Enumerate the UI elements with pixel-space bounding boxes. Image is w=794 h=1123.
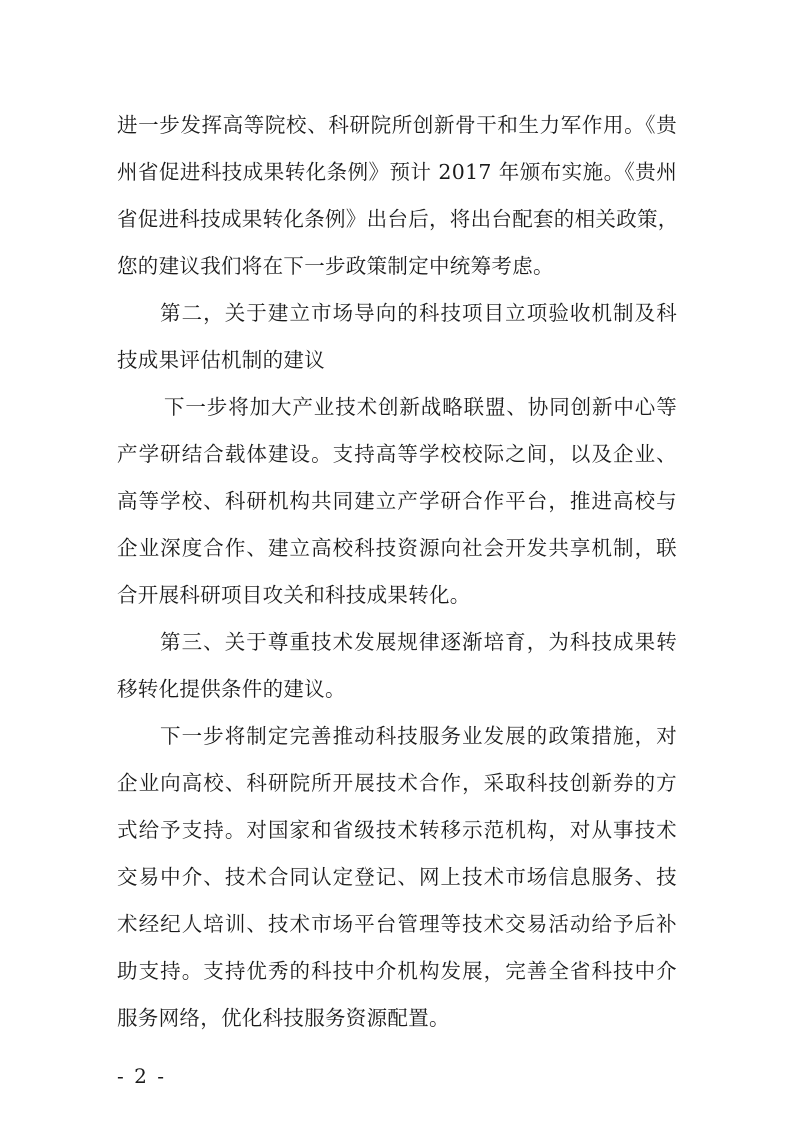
text-line: 合开展科研项目攻关和科技成果转化。 xyxy=(117,583,471,607)
page-number: - 2 - xyxy=(117,1064,166,1088)
text-line: 助支持。支持优秀的科技中介机构发展，完善全省科技中介 xyxy=(117,959,677,983)
text-line: 进一步发挥高等院校、科研院所创新骨干和生力军作用。《贵 xyxy=(117,113,677,137)
text-line: 省促进科技成果转化条例》出台后，将出台配套的相关政策， xyxy=(117,207,679,231)
text-line: 下一步将制定完善推动科技服务业发展的政策措施，对 xyxy=(160,724,677,748)
text-line: 下一步将加大产业技术创新战略联盟、协同创新中心等 xyxy=(164,395,677,419)
text-line: 您的建议我们将在下一步政策制定中统筹考虑。 xyxy=(117,254,554,278)
text-line: 交易中介、技术合同认定登记、网上技术市场信息服务、技 xyxy=(117,865,677,889)
section-heading-line: 移转化提供条件的建议。 xyxy=(117,677,346,701)
text-line: 服务网络，优化科技服务资源配置。 xyxy=(117,1006,450,1030)
text-line: 企业向高校、科研院所开展技术合作，采取科技创新券的方 xyxy=(117,771,677,795)
text-line: 高等学校、科研机构共同建立产学研合作平台，推进高校与 xyxy=(117,489,677,513)
section-heading-line: 第三、关于尊重技术发展规律逐渐培育，为科技成果转 xyxy=(160,630,677,654)
section-heading-line: 第二，关于建立市场导向的科技项目立项验收机制及科 xyxy=(160,301,677,325)
text-line: 产学研结合载体建设。支持高等学校校际之间，以及企业、 xyxy=(117,442,677,466)
text-line: 式给予支持。对国家和省级技术转移示范机构，对从事技术 xyxy=(117,818,677,842)
text-line: 州省促进科技成果转化条例》预计 2017 年颁布实施。《贵州 xyxy=(117,160,677,184)
section-heading-line: 技成果评估机制的建议 xyxy=(117,348,325,372)
text-line: 企业深度合作、建立高校科技资源向社会开发共享机制，联 xyxy=(117,536,677,560)
text-line: 术经纪人培训、技术市场平台管理等技术交易活动给予后补 xyxy=(117,912,677,936)
